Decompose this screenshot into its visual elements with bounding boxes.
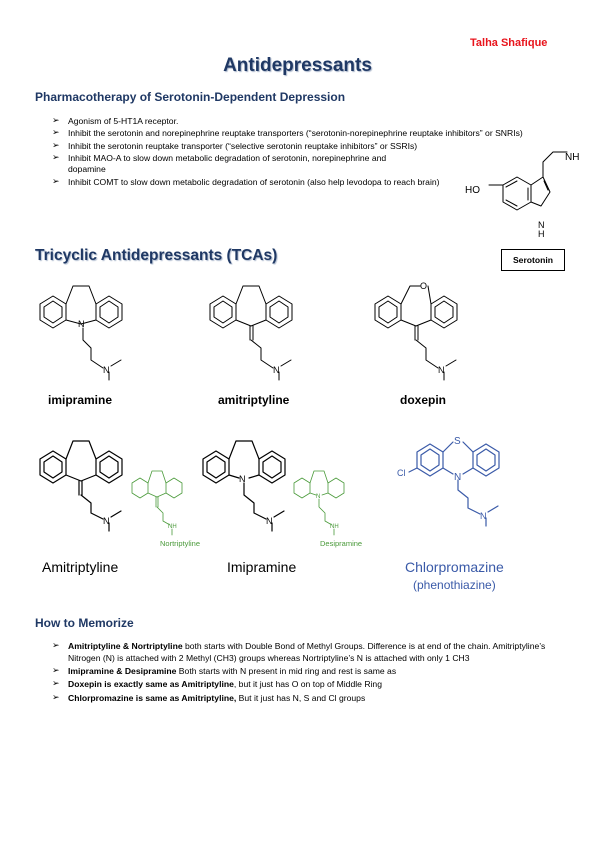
- atom-nh: NH: [330, 524, 339, 530]
- atom-n: N: [273, 365, 280, 375]
- atom-nh: NH: [168, 524, 177, 530]
- amitriptyline-structure: [205, 280, 315, 385]
- author-name: Talha Shafique: [470, 37, 548, 49]
- desipramine-structure: [290, 467, 360, 537]
- label-phenothiazine: (phenothiazine): [413, 578, 496, 592]
- list-item: ➢ Agonism of 5-HT1A receptor.: [52, 116, 542, 127]
- atom-n: N: [103, 516, 110, 526]
- list-item: ➢ Inhibit the serotonin and norepinephrine reuptake transporters (“serotonin-norepinephrine reuptake inhibitors” or SNRIs): [52, 128, 542, 139]
- section-heading-memorize: How to Memorize: [35, 616, 134, 630]
- imipramine-structure: [35, 280, 145, 385]
- list-item: ➢ Inhibit COMT to slow down metabolic degradation of serotonin (also help levodopa to reach brain): [52, 177, 448, 188]
- page-title: Antidepressants: [223, 55, 372, 76]
- atom-h: H: [538, 229, 545, 239]
- chlorpromazine-structure: [395, 430, 525, 535]
- label-nortriptyline: Nortriptyline: [160, 539, 201, 548]
- atom-n: N: [538, 220, 545, 230]
- atom-n: N: [78, 319, 85, 329]
- atom-cl: Cl: [397, 468, 406, 478]
- atom-ho: HO: [465, 185, 480, 196]
- list-item: ➢ Doxepin is exactly same as Amitriptyline, but it just has O on top of Middle Ring: [52, 679, 562, 691]
- atom-s: S: [454, 436, 461, 447]
- memorize-list: [52, 641, 562, 706]
- atom-n: N: [266, 516, 273, 526]
- atom-n: N: [438, 365, 445, 375]
- section-heading-pharmacotherapy: Pharmacotherapy of Serotonin-Dependent Depression: [35, 90, 346, 104]
- doxepin-structure: [370, 278, 480, 383]
- list-item: ➢ Imipramine & Desipramine Both starts with N present in mid ring and rest is same as: [52, 666, 562, 678]
- atom-n: N: [103, 365, 110, 375]
- section-heading-tca: Tricyclic Antidepressants (TCAs): [35, 247, 278, 264]
- label-amitriptyline-large: Amitriptyline: [42, 559, 119, 575]
- atom-o: O: [420, 281, 428, 291]
- atom-n: N: [454, 472, 462, 483]
- list-item: ➢ Chlorpromazine is same as Amitriptyline, But it just has N, S and Cl groups: [52, 693, 562, 705]
- label-imipramine: imipramine: [48, 393, 113, 407]
- label-amitriptyline: amitriptyline: [218, 393, 290, 407]
- atom-nh2: NH: [565, 152, 580, 163]
- atom-n: N: [239, 474, 246, 484]
- label-doxepin: doxepin: [400, 393, 447, 407]
- label-imipramine-large: Imipramine: [227, 559, 297, 575]
- atom-n: N: [480, 511, 487, 521]
- label-chlorpromazine: Chlorpromazine: [405, 559, 504, 575]
- nortriptyline-structure: [128, 467, 198, 537]
- serotonin-structure: [455, 140, 590, 245]
- label-desipramine: Desipramine: [320, 539, 363, 548]
- list-item: ➢ Amitriptyline & Nortriptyline both starts with Double Bond of Methyl Groups. Difference is at end of the chain. Amitriptyline’s Nitrogen (N) is attached with 2 Methyl (CH3) groups whereas Nortriptyline’s N is attached with only 1 CH3: [52, 641, 562, 665]
- serotonin-label-box: Serotonin: [501, 249, 565, 271]
- atom-n: N: [316, 494, 321, 500]
- list-item: ➢ Inhibit the serotonin reuptake transporter (“selective serotonin reuptake inhibitors” or SSRIs): [52, 141, 542, 152]
- list-item: ➢ Inhibit MAO-A to slow down metabolic degradation of serotonin, norepinephrine and dopamine: [52, 153, 388, 175]
